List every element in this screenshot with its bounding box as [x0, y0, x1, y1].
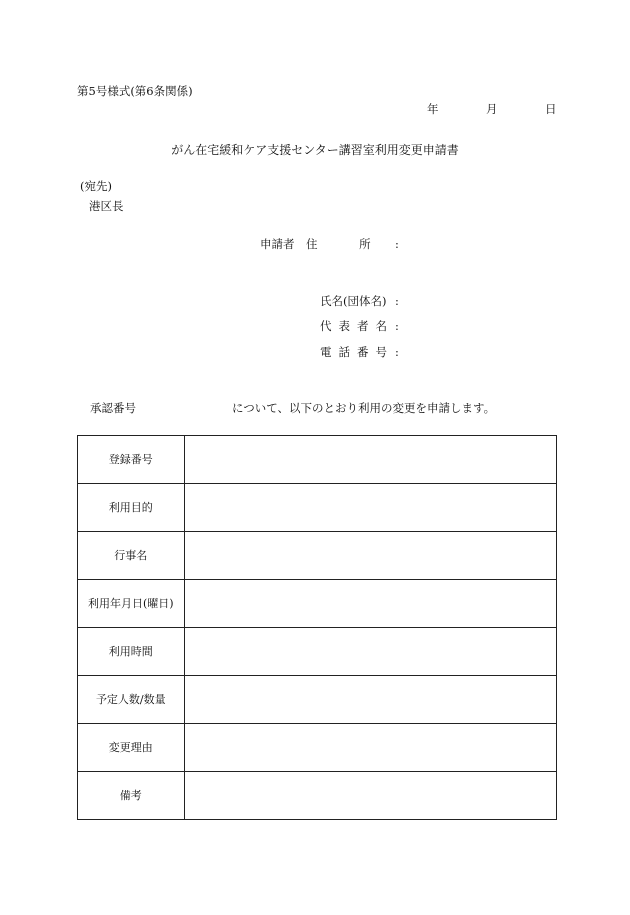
row-value[interactable]: [184, 772, 556, 820]
date-month-label: 月: [486, 102, 498, 116]
approval-sentence: について、以下のとおり利用の変更を申請します。: [232, 401, 496, 415]
date-year-label: 年: [427, 102, 439, 116]
addressee-name: 港区長: [89, 199, 124, 213]
row-label: 利用年月日(曜日): [78, 580, 185, 628]
row-value[interactable]: [184, 580, 556, 628]
row-label: 行事名: [78, 532, 185, 580]
table-row: [78, 580, 557, 628]
addressee-label: (宛先): [80, 179, 112, 193]
applicant-address-row: [260, 238, 384, 252]
table-row: [78, 724, 557, 772]
date-day-label: 日: [545, 102, 557, 116]
table-row: [78, 532, 557, 580]
phone-colon: :: [395, 345, 399, 359]
table-row: [78, 628, 557, 676]
table-row: [78, 484, 557, 532]
row-value[interactable]: [184, 676, 556, 724]
applicant-label: 申請者: [260, 237, 295, 251]
table-row: [78, 436, 557, 484]
approval-number-label: 承認番号: [90, 401, 136, 415]
row-label: 予定人数/数量: [78, 676, 185, 724]
row-value[interactable]: [184, 436, 556, 484]
row-value[interactable]: [184, 724, 556, 772]
address-colon: :: [395, 237, 399, 251]
address-label: 住 所: [306, 237, 371, 251]
phone-label: 電話番号: [320, 345, 394, 359]
row-value[interactable]: [184, 628, 556, 676]
row-label: 利用時間: [78, 628, 185, 676]
application-table: [77, 435, 557, 820]
row-label: 変更理由: [78, 724, 185, 772]
row-value[interactable]: [184, 484, 556, 532]
table-row: [78, 676, 557, 724]
row-value[interactable]: [184, 532, 556, 580]
representative-colon: :: [395, 319, 399, 333]
row-label: 登録番号: [78, 436, 185, 484]
table-row: [78, 772, 557, 820]
representative-label: 代表者名: [320, 319, 394, 333]
name-colon: :: [395, 294, 399, 308]
form-number: 第5号様式(第6条関係): [77, 84, 193, 98]
row-label: 備考: [78, 772, 185, 820]
document-title: がん在宅緩和ケア支援センター講習室利用変更申請書: [171, 143, 459, 157]
row-label: 利用目的: [78, 484, 185, 532]
name-label: 氏名(団体名): [320, 294, 387, 308]
